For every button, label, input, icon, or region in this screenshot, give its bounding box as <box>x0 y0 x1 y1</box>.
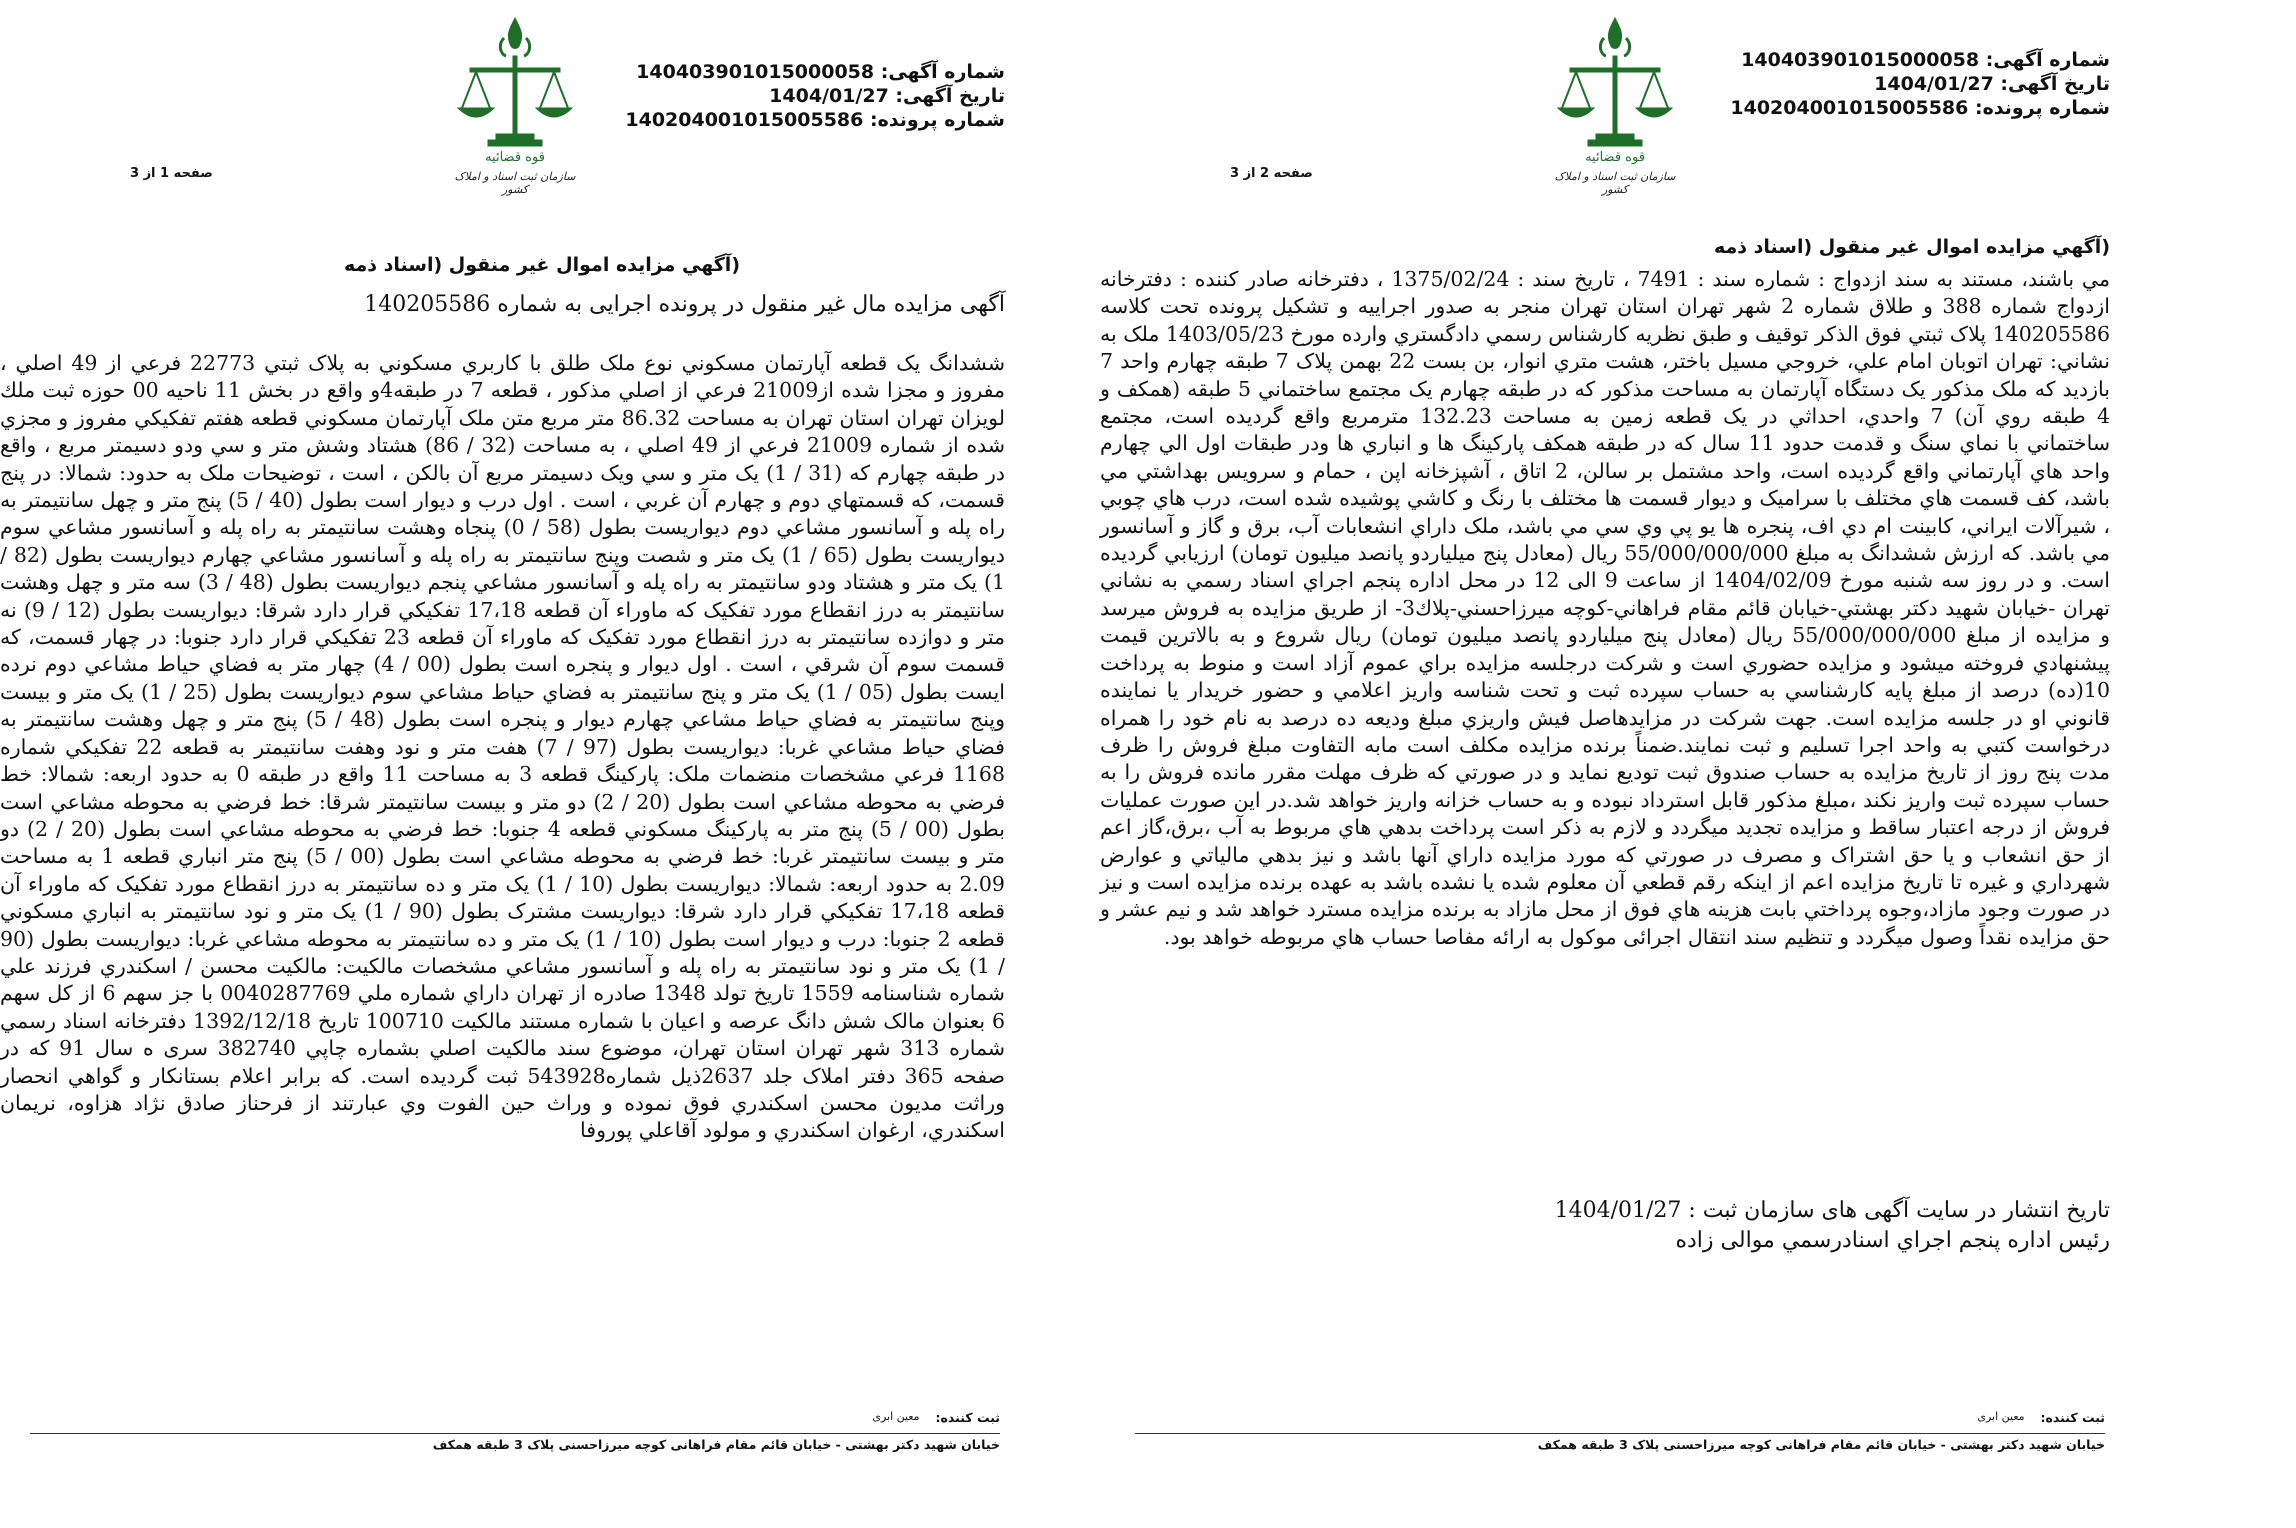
page-title: (آگهي مزايده اموال غير منقول (اسناد ذمه <box>343 254 740 276</box>
judiciary-logo <box>1540 10 1690 210</box>
page-1-body-text: ششدانگ يک قطعه آپارتمان مسكوني نوع ملک طلق با كاربري مسكوني به پلاک ثبتي 22773 فرعي از 49 اصلي ، مفروز و مجزا شده از21009 فرعي از اصلي مذكور ، قطعه 7 در طبقه4و واقع در بخش 11 ناحيه 00 حوزه ثبت ملك لويزان تهران استان تهران به مساحت 86.32 متر مربع متن ملک آپارتمان مسكوني قطعه هفتم تفكيكي مفروز و مجزي شده از شماره 21009 فرعي از 49 اصلي ، به مساحت (32 / 86) هشتاد وشش متر و سي ودو دسيمتر مربع ، واقع در طبقه چهارم كه (31 / 1) يک متر و سي ويک دسيمتر مربع آن بالكن ، است ، توضيحات ملک به حدود: شمالا: در پنج قسمت، كه قسمتهاي دوم و چهارم آن غربي ، است . اول درب و ديوار است بطول (40 / 5) پنج متر و چهل سانتيمتر به راه پله و آسانسور مشاعي دوم ديواريست بطول (58 / 0) پنجاه وهشت سانتيمتر به راه پله و آسانسور مشاعي سوم ديواريست بطول (65 / 1) يک متر و شصت وپنج سانتيمتر به راه پله و آسانسور مشاعي چهارم ديواريست بطول (82 / 1) يک متر و هشتاد ودو سانتيمتر به راه پله و آسانسور مشاعي پنجم ديواريست بطول (48 / 3) سه متر و چهل وهشت سانتيمتر به درز انقطاع مورد تفكيک كه ماوراء آن قطعه 17،18 تفكيكي قرار دارد شرقا: ديواريست بطول (12 / 9) نه متر و دوازده سانتيمتر به درز انقطاع مورد تفكيک كه ماوراء آن قطعه 23 تفكيكي قرار دارد جنوبا: در چهار قسمت، كه قسمت سوم آن شرقي ، است . اول ديوار و پنجره است بطول (00 / 4) چهار متر به فضاي حياط مشاعي دوم نرده ايست بطول (05 / 1) يک متر و پنج سانتيمتر به فضاي حياط مشاعي سوم ديواريست بطول (25 / 1) يک متر و بيست وپنج سانتيمتر به فضاي حياط مشاعي چهارم ديوار و پنجره است بطول (48 / 5) پنج متر و چهل وهشت سانتيمتر به فضاي حياط مشاعي غربا: ديواريست بطول (97 / 7) هفت متر و نود وهفت سانتيمتر به قطعه 22 تفكيكي شماره 1168 فرعي مشخصات منضمات ملک: پاركينگ قطعه 3 به مساحت 11 واقع در طبقه 0 به حدود اربعه: شمالا: خط فرضي به محوطه مشاعي است بطول (20 / 2) دو متر و بيست سانتيمتر شرقا: خط فرضي به محوطه مشاعي است بطول (00 / 5) پنج متر به پاركينگ مسكوني قطعه 4 جنوبا: خط فرضي به محوطه مشاعي است بطول (20 / 2) دو متر و بيست سانتيمتر غربا: خط فرضي به محوطه مشاعي است بطول (00 / 5) پنج متر انباري قطعه 1 به مساحت 2.09 به حدود اربعه: شمالا: ديواريست بطول (10 / 1) يک متر و ده سانتيمتر به درز انقطاع مورد تفكيک كه ماوراء آن قطعه 17،18 تفكيكي قرار دارد شرقا: ديواريست مشترک بطول (90 / 1) يک متر و نود سانتيمتر به انباري مسكوني قطعه 2 جنوبا: درب و ديوار است بطول (10 / 1) يک متر و ده سانتيمتر به محوطه مشاعي غربا: ديواريست بطول (90 / 1) يک متر و نود سانتيمتر به راه پله و آسانسور مشاعي مشخصات مالكيت: مالكيت محسن / اسكندري فرزند علي شماره شناسنامه 1559 تاريخ تولد 1348 صادره از تهران داراي شماره ملي 0040287769 با جز سهم 6 از كل سهم 6 بعنوان مالک شش دانگ عرصه و اعيان با شماره مستند مالكيت 100710 تاريخ 1392/12/18 دفترخانه اسناد رسمي شماره 313 شهر تهران استان تهران، موضوع سند مالكيت اصلي بشماره چاپي 382740 سری ه سال 91 كه در صفحه 365 دفتر املاک جلد 2637ذيل شماره543928 ثبت گرديده است. كه برابر اعلام بستانكار و گواهي انحصار وراثت مديون محسن اسكندري فوق نموده و وراث حين الفوت وي عبارتند از فرحناز صادق نژاد هزاوه، نريمان اسكندري، ارغوان اسكندري و مولود آقاعلي پوروفا <box>0 351 1006 1143</box>
logo-text-bottom: سازمان ثبت اسناد و املاک کشور <box>1554 170 1676 196</box>
page-2-header-meta <box>1730 48 2110 120</box>
registrar-label: ثبت كننده: <box>935 1410 1000 1425</box>
page-1-header-meta <box>625 60 1005 132</box>
page-2-footer <box>1135 1410 2105 1452</box>
logo-text-top: قوه قضائیه <box>1585 150 1645 165</box>
registrar-label: ثبت كننده: <box>2040 1410 2105 1425</box>
page-subtitle: آگهی مزایده مال غیر منقول در پرونده اجرایی به شماره 140205586 <box>364 292 1005 317</box>
page-label: صفحه 2 از 3 <box>1230 166 1313 181</box>
publication-info <box>1555 1196 2110 1256</box>
page-title: (آگهي مزايده اموال غير منقول (اسناد ذمه <box>1713 236 2110 258</box>
page-label: صفحه 1 از 3 <box>130 166 213 181</box>
footer-divider <box>1135 1433 2105 1434</box>
file-number: شماره پرونده: 140204001015005586 <box>1730 97 2110 119</box>
page-2-body-text: مي باشند، مستند به سند ازدواج : شماره سند : 7491 ، تاريخ سند : 1375/02/24 ، دفترخانه صادر كننده : دفترخانه ازدواج شماره 388 و طلاق شماره 2 شهر تهران استان تهران منجر به صدور اجراييه و تشكيل پرونده تحت كلاسه 140205586 پلاک ثبتي فوق الذكر توقيف و طبق نظريه كارشناس رسمي دادگستري وارده مورخ 1403/05/23 ملک به نشاني: تهران اتوبان امام علي، خروجي مسيل باختر، هشت متري انوار، بن بست 22 بهمن پلاک 7 طبقه چهارم واحد 7 بازديد كه ملک مذكور يک دستگاه آپارتمان به مساحت مذكور كه در طبقه چهارم يک مجتمع ساختماني 5 طبقه (همكف و 4 طبقه روي آن) 7 واحدي، احداثي در يک قطعه زمين به مساحت 132.23 مترمربع واقع گرديده است، مجتمع ساختماني با نماي سنگ و قدمت حدود 11 سال كه در طبقه همكف پاركينگ ها و انباري ها ودر طبقات اول الي چهارم واحد هاي آپارتماني واقع گرديده است، واحد مشتمل بر سالن، 2 اتاق ، آشپزخانه اپن ، حمام و سرويس بهداشتي مي باشد، كف قسمت هاي مختلف با سراميک و ديوار قسمت ها مختلف با رنگ و كاشي پوشيده شده است، درب هاي چوبي ، شيرآلات ايراني، كابينت ام دي اف، پنجره ها يو پي وي سي مي باشد، ملک داراي انشعابات آب، برق و گاز و آسانسور مي باشد. كه ارزش ششدانگ به مبلغ 55/000/000/000 ريال (معادل پنج ميلياردو پانصد ميليون تومان) ارزيابي گرديده است. و در روز سه شنبه مورخ 1404/02/09 از ساعت 9 الی 12 در محل اداره پنجم اجراي اسناد رسمي به نشاني تهران -خيابان شهيد دكتر بهشتي-خيابان قائم مقام فراهاني-كوچه ميرزاحسني-پلاك3- از طريق مزايده به فروش ميرسد و مزايده از مبلغ 55/000/000/000 ريال (معادل پنج ميلياردو پانصد ميليون تومان) ريال شروع و به بالاترين قيمت پيشنهادي فروخته ميشود و مزايده حضوري است و شركت درجلسه مزايده براي عموم آزاد است و منوط به پرداخت 10(ده) درصد از مبلغ پايه كارشناسي به حساب سپرده ثبت و تحت شناسه واريز اعلامي و حضور خريدار يا نماينده قانوني او در جلسه مزايده است. جهت شركت در مزايدهاصل فيش واريزي مبلغ وديعه ده درصد به نام خود را همراه درخواست كتبي به واحد اجرا تسليم و ثبت نمايند.ضمناً برنده مزايده مكلف است مابه التفاوت مبلغ فروش را ظرف مدت پنج روز از تاريخ مزايده به حساب صندوق ثبت توديع نمايد و در صورتي كه ظرف مهلت مقرر مانده فروش را به حساب سپرده ثبت واريز نكند ،مبلغ مذكور قابل استرداد نبوده و به حساب خزانه واريز خواهد شد.در اين صورت عمليات فروش از درجه اعتبار ساقط و مزايده تجديد ميگردد و لازم به ذكر است پرداخت بدهي هاي مربوط به آب ،برق،گاز اعم از حق انشعاب و يا حق اشتراک و مصرف در صورتي كه مورد مزايده داراي آنها باشد و نيز بدهي مالياتي و عوارض شهرداري و غيره تا تاريخ مزايده اعم از اينكه رقم قطعي آن معلوم شده يا نشده باشد به عهده برنده مزايده است و نيز در صورت وجود مازاد،وجوه پرداختي بابت هزينه هاي فوق از محل مازاد به برنده مزايده مسترد خواهد شد و نيم عشر و حق مزايده نقداً وصول ميگردد و تنظيم سند انتقال اجرائی موكول به ارائه مفاصا حساب هاي مربوطه خواهد بود. <box>1100 267 2111 949</box>
logo-text-top: قوه قضائیه <box>485 150 545 165</box>
page-1-column <box>0 0 1060 1528</box>
logo-text-bottom: سازمان ثبت اسناد و املاک کشور <box>454 170 576 196</box>
ad-number: شماره آگهی: 140403901015000058 <box>636 61 1005 83</box>
ad-date: تاریخ آگهی: 1404/01/27 <box>769 85 1005 107</box>
registrar-name: معین ابری <box>1977 1410 2025 1423</box>
footer-divider <box>30 1433 1000 1434</box>
page-1-footer <box>30 1410 1000 1452</box>
office-address: خیابان شهید دکتر بهشتی - خیابان قائم مقام فراهانی کوچه میرزاحسنی پلاک 3 طبقه همکف <box>1537 1437 2105 1452</box>
ad-date: تاریخ آگهی: 1404/01/27 <box>1874 73 2110 95</box>
publication-date: تاريخ انتشار در سايت آگهی های سازمان ثبت : 1404/01/27 <box>1554 1198 2110 1223</box>
office-address: خیابان شهید دکتر بهشتی - خیابان قائم مقام فراهانی کوچه میرزاحسنی پلاک 3 طبقه همکف <box>432 1437 1000 1452</box>
judiciary-logo <box>440 10 590 210</box>
registrar-name: معین ابری <box>872 1410 920 1423</box>
ad-number: شماره آگهی: 140403901015000058 <box>1741 49 2110 71</box>
signer: رئيس اداره پنجم اجراي اسنادرسمي موالی زاده <box>1675 1228 2110 1253</box>
page-2-column <box>1100 0 2150 1528</box>
file-number: شماره پرونده: 140204001015005586 <box>625 109 1005 131</box>
